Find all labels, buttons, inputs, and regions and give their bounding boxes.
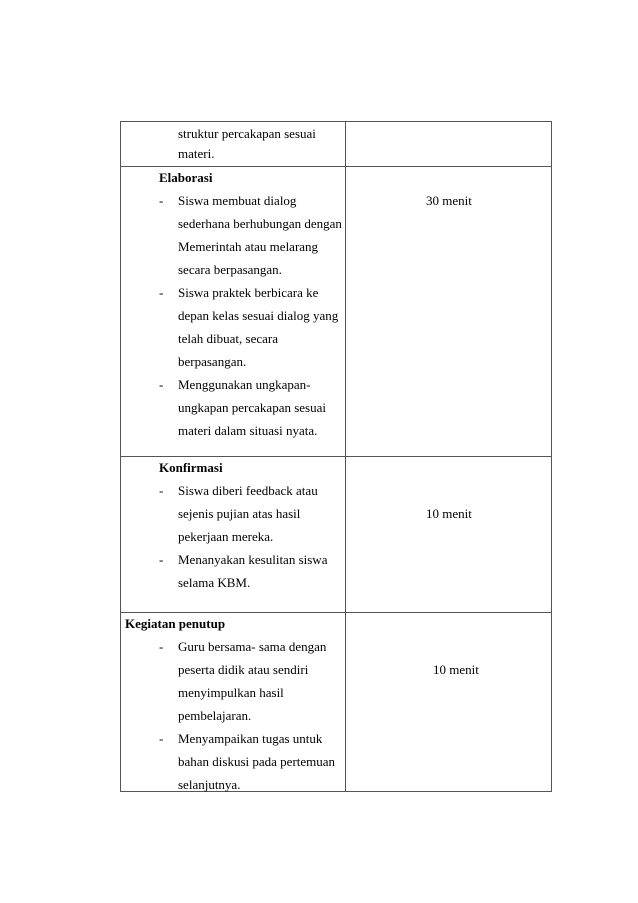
list-item-line: telah dibuat, secara [178,331,278,346]
list-item-line: peserta didik atau sendiri [178,662,309,677]
list-item-line: Siswa diberi feedback atau [178,483,318,498]
list-item-line: selanjutnya. [178,777,241,792]
list-item-line: sejenis pujian atas hasil [178,506,301,521]
section-heading: Elaborasi [159,170,213,185]
list-item-line: bahan diskusi pada pertemuan [178,754,336,769]
list-dash: - [159,285,164,300]
list-item-line: sederhana berhubungan dengan [178,216,342,231]
list-dash: - [159,639,164,654]
duration-text: 30 menit [426,193,472,208]
list-item-line: selama KBM. [178,575,251,590]
list-item-line: ungkapan percakapan sesuai [178,400,326,415]
activity-cell [121,457,346,612]
activity-line: materi. [178,146,215,161]
list-item-line: Menanyakan kesulitan siswa [178,552,328,567]
activity-cell [121,613,346,791]
list-dash: - [159,193,164,208]
list-item-line: Menyampaikan tugas untuk [178,731,323,746]
section-heading: Kegiatan penutup [125,616,226,631]
time-cell [346,122,551,166]
list-item-line: Siswa membuat dialog [178,193,297,208]
list-item-line: berpasangan. [178,354,247,369]
table-row-elaborasi [120,167,552,457]
list-item-line: Memerintah atau melarang [178,239,319,254]
list-item-line: depan kelas sesuai dialog yang [178,308,339,323]
time-cell [346,613,551,791]
duration-text: 10 menit [433,662,479,677]
time-cell [346,167,551,456]
list-item-line: pekerjaan mereka. [178,529,274,544]
table-row-konfirmasi [120,457,552,613]
list-item-line: menyimpulkan hasil [178,685,284,700]
list-item-line: Guru bersama- sama dengan [178,639,327,654]
time-cell [346,457,551,612]
list-dash: - [159,552,164,567]
activity-line: struktur percakapan sesuai [178,126,316,141]
list-dash: - [159,483,164,498]
list-dash: - [159,731,164,746]
list-item-line: Menggunakan ungkapan- [178,377,311,392]
duration-text: 10 menit [426,506,472,521]
activity-cell [121,167,346,456]
activity-cell [121,122,346,166]
list-item-line: pembelajaran. [178,708,252,723]
list-item-line: secara berpasangan. [178,262,282,277]
list-item-line: materi dalam situasi nyata. [178,423,318,438]
list-dash: - [159,377,164,392]
section-heading: Konfirmasi [159,460,223,475]
table-row-kegiatan-penutup [120,613,552,792]
lesson-plan-table [120,121,552,792]
table-row-continued [120,121,552,167]
list-item-line: Siswa praktek berbicara ke [178,285,319,300]
